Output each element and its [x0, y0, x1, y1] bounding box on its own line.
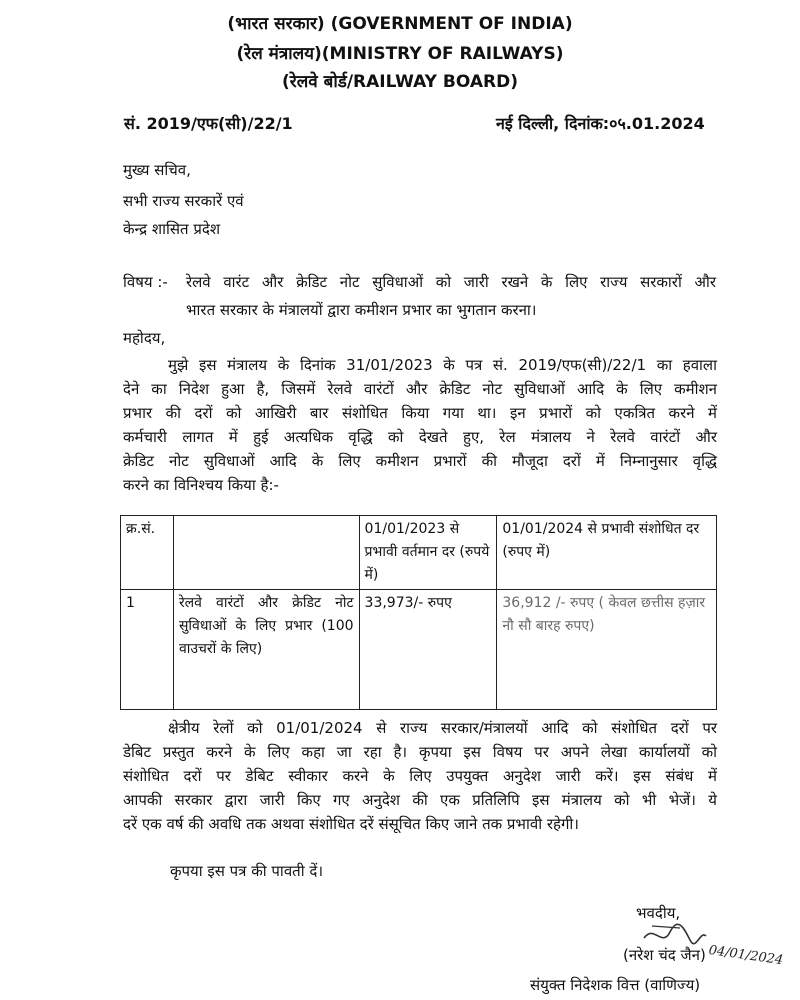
table-header-cell [173, 516, 359, 590]
table-header-cell: 01/01/2024 से प्रभावी संशोधित दर (रुपए में) [497, 516, 717, 590]
table-cell-current-rate: 33,973/- रुपए [359, 590, 497, 710]
body-paragraph-1 [123, 353, 717, 497]
header-line-hindi-english-govt: (भारत सरकार) (GOVERNMENT OF INDIA) [227, 14, 573, 34]
paragraph-line: क्रेडिट नोट सुविधाओं आदि के लिए कमीशन प्रभारों की मौजूदा दरों में निम्नानुसार वृद्धि [123, 452, 717, 470]
table-header-cell: 01/01/2023 से प्रभावी वर्तमान दर (रुपये में) [359, 516, 497, 590]
paragraph-line: करने का विनिश्चय किया है:- [123, 476, 279, 494]
salutation: महोदय, [123, 329, 166, 347]
signatory-designation: संयुक्त निदेशक वित्त (वाणिज्य) [530, 976, 701, 994]
handwritten-date: 04/01/2024 [707, 942, 784, 969]
paragraph-line: मुझे इस मंत्रालय के दिनांक 31/01/2023 के पत्र सं. 2019/एफ(सी)/22/1 का हवाला [168, 356, 717, 374]
paragraph-line: संशोधित दरों पर डेबिट स्वीकार करने के लिए उपयुक्त अनुदेश जारी करें। इस संबंध में [123, 767, 717, 785]
letter-reference-number: सं. 2019/एफ(सी)/22/1 [124, 114, 293, 133]
subject-label: विषय :- [123, 273, 168, 291]
paragraph-line: प्रभार की दरों को आखिरी बार संशोधित किया गया था। इन प्रभारों को एकत्रित करने में [123, 404, 717, 422]
table-row [121, 590, 717, 710]
addressee-line: केन्द्र शासित प्रदेश [123, 220, 221, 238]
table-header-cell: क्र.सं. [121, 516, 174, 590]
subject-line-1: रेलवे वारंट और क्रेडिट नोट सुविधाओं को जारी रखने के लिए राज्य सरकारों और [186, 273, 716, 291]
paragraph-line: देने का निदेश हुआ है, जिसमें रेलवे वारंटों और क्रेडिट नोट सुविधाओं आदि के लिए कमीशन [123, 380, 717, 398]
table-cell-description: रेलवे वारंटों और क्रेडिट नोट सुविधाओं के लिए प्रभार (100 वाउचरों के लिए) [173, 590, 359, 710]
letter-place-date: नई दिल्ली, दिनांक:०५.01.2024 [496, 114, 705, 133]
subject-line-2: भारत सरकार के मंत्रालयों द्वारा कमीशन प्रभार का भुगतान करना। [186, 301, 537, 319]
commission-rates-table [120, 515, 717, 710]
acknowledgement-request: कृपया इस पत्र की पावती दें। [170, 862, 324, 880]
header-line-ministry: (रेल मंत्रालय)(MINISTRY OF RAILWAYS) [236, 44, 564, 64]
signature-closing: भवदीय, [636, 904, 681, 922]
paragraph-line: दरें एक वर्ष की अवधि तक अथवा संशोधित दरें संसूचित किए जाने तक प्रभावी रहेगी। [123, 815, 579, 833]
paragraph-line: आपकी सरकार द्वारा जारी किए गए अनुदेश की एक प्रतिलिपि इस मंत्रालय को भी भेजें। ये [123, 791, 717, 809]
table-cell-sno: 1 [121, 590, 174, 710]
paragraph-line: क्षेत्रीय रेलों को 01/01/2024 से राज्य सरकार/मंत्रालयों आदि को संशोधित दरों पर [168, 719, 717, 737]
paragraph-line: कर्मचारी लागत में हुई अत्यधिक वृद्धि को देखते हुए, रेल मंत्रालय ने रेलवे वारंटों और [123, 428, 717, 446]
addressee-line: सभी राज्य सरकारें एवं [123, 192, 244, 210]
header-line-board: (रेलवे बोर्ड/RAILWAY BOARD) [282, 72, 518, 92]
signatory-name: (नरेश चंद जैन) [623, 946, 706, 964]
addressee-line: मुख्य सचिव, [123, 161, 191, 179]
table-cell-revised-rate: 36,912 /- रुपए ( केवल छत्तीस हज़ार नौ सौ बारह रुपए) [497, 590, 717, 710]
paragraph-line: डेबिट प्रस्तुत करने के लिए कहा जा रहा है। कृपया इस विषय पर अपने लेखा कार्यालयों को [123, 743, 717, 761]
body-paragraph-2 [123, 716, 717, 836]
table-header-row [121, 516, 717, 590]
